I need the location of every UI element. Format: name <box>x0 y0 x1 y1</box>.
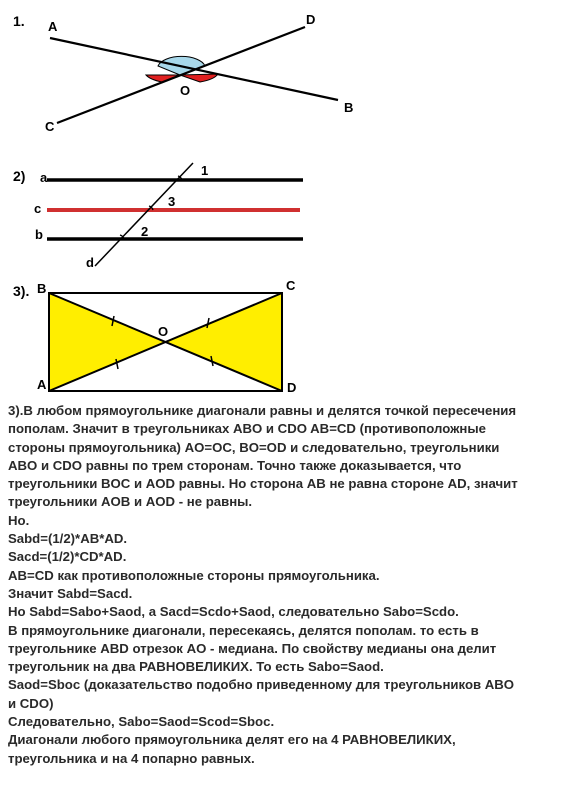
line-cd <box>57 27 305 123</box>
label-a: A <box>37 377 47 392</box>
solution-line: треугольник на два РАВНОВЕЛИКИХ. То есть Sabo=Saod. <box>8 659 384 675</box>
solution-line: В прямоугольнике диагонали, пересекаясь, делятся пополам. то есть в <box>8 622 479 638</box>
label-c: c <box>34 201 42 216</box>
solution-line: Следовательно, Sabo=Saod=Scod=Sboc. <box>8 714 275 730</box>
angle-2-label: 2 <box>141 224 149 239</box>
label-a: a <box>40 170 48 185</box>
solution-text <box>8 402 568 768</box>
solution-line: 3).В любом прямоугольнике диагонали равны и делятся точкой пересечения <box>8 403 517 418</box>
solution-line: треугольнике ABD отрезок AO - медиана. По свойству медианы она делит <box>8 640 497 656</box>
solution-line: треугольника и на 4 попарно равных. <box>8 750 255 766</box>
solution-line: Но. <box>8 512 30 528</box>
solution-line: треугольники BOC и AOD равны. Но сторона AB не равна стороне AD, значит <box>8 476 518 492</box>
figure3-number: 3). <box>13 283 30 299</box>
label-d: D <box>306 12 316 27</box>
solution-line: пополам. Значит в треугольниках ABO и CDO AB=CD (противоположные <box>8 421 486 437</box>
angle-dob-red-mark <box>180 74 218 82</box>
figure1-diagram <box>0 0 573 140</box>
label-b: b <box>35 227 43 242</box>
figure2-diagram <box>0 155 573 275</box>
solution-line: треугольники AOB и AOD - не равны. <box>8 494 253 510</box>
solution-line: Sacd=(1/2)*CD*AD. <box>8 549 127 565</box>
solution-line: ABO и CDO равны по трем сторонам. Точно также доказывается, что <box>8 457 462 473</box>
solution-line: Sabd=(1/2)*AB*AD. <box>8 531 128 547</box>
solution-line: Диагонали любого прямоугольника делят его на 4 РАВНОВЕЛИКИХ, <box>8 732 456 748</box>
figure3-diagram <box>0 278 573 403</box>
label-c: C <box>45 119 55 134</box>
angle-1-label: 1 <box>201 163 209 178</box>
label-o: O <box>158 324 169 339</box>
triangle-cod-fill <box>165 293 282 391</box>
label-d: d <box>86 255 94 270</box>
figure2-number: 2) <box>13 168 26 184</box>
solution-line: и CDO) <box>8 695 54 711</box>
figure1-number: 1. <box>13 13 25 29</box>
solution-line: Saod=Sboc (доказательство подобно приведенному для треугольников ABO <box>8 677 515 693</box>
label-d: D <box>287 380 297 395</box>
triangle-aob-fill <box>49 293 165 391</box>
label-b: B <box>344 100 354 115</box>
solution-line: Значит Sabd=Sacd. <box>8 585 133 601</box>
angle-3-label: 3 <box>168 194 176 209</box>
solution-line: стороны прямоугольника) AO=OC, BO=OD и следовательно, треугольники <box>8 439 500 455</box>
label-b: B <box>37 281 47 296</box>
label-a: A <box>48 19 58 34</box>
label-o: O <box>180 83 191 98</box>
solution-line: Но Sabd=Sabo+Saod, а Sacd=Scdo+Saod, следовательно Sabo=Scdo. <box>8 604 459 620</box>
label-c: C <box>286 278 296 293</box>
solution-line: AB=CD как противоположные стороны прямоугольника. <box>8 567 380 583</box>
